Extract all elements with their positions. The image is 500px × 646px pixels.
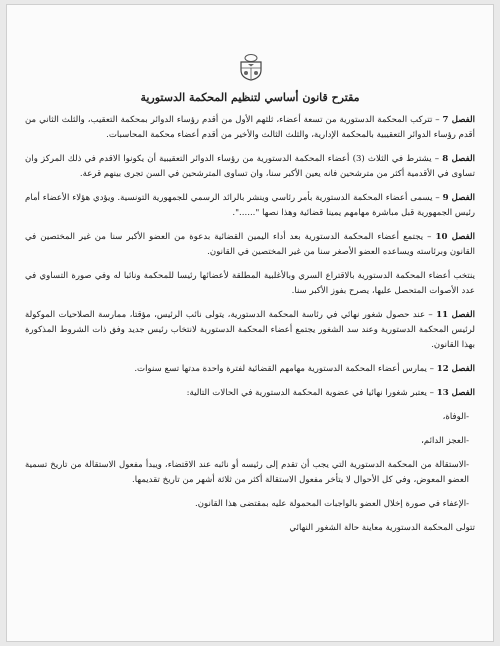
article-text: – يسمى أعضاء المحكمة الدستورية بأمر رئاسي وينشر بالرائد الرسمي للجمهورية التونسية. ويؤدي هؤلاء الأعضاء أمام رئيس الجمهورية قبل مباشرة مهامهم يمينا قضائية وهذا نصها "......".: [25, 193, 475, 218]
article-9: [25, 191, 475, 221]
article-11: [25, 308, 475, 353]
article-text: – يمارس أعضاء المحكمة الدستورية مهامهم القضائية لفترة واحدة مدتها تسع سنوات.: [134, 364, 434, 374]
article-label: الفصل 9: [442, 193, 475, 203]
article-8: [25, 152, 475, 182]
article-label: الفصل 8: [442, 154, 475, 164]
vacancy-case: -الإعفاء في صورة إخلال العضو بالواجبات المحمولة عليه بمقتضى هذا القانون.: [194, 499, 469, 509]
document-page: [6, 4, 494, 642]
article-label: الفصل 10: [435, 232, 476, 242]
article-7: [25, 113, 475, 143]
vacancy-case: -الاستقالة من المحكمة الدستورية التي يجب أن تقدم إلى رئيسه أو نائبه عند الاقتضاء، ويبدأ مفعول الاستقالة من تاريخ تسمية العضو المعوض، وفي كل الأحوال لا يتأخر مفعول الاستقالة أكثر من ثلاثة أشهر من تاريخ تقديمها.: [25, 460, 469, 485]
article-text: – يعتبر شغورا نهائيا في عضوية المحكمة الدستورية في الحالات التالية:: [186, 388, 434, 398]
vacancy-case: -الوفاة،: [442, 412, 469, 422]
document-title: مقترح قانون أساسي لتنظيم المحكمة الدستورية: [140, 91, 360, 104]
closing-line: تتولى المحكمة الدستورية معاينة حالة الشغور النهائي: [289, 523, 475, 533]
article-10: [25, 230, 475, 260]
document-body: [25, 113, 475, 545]
tunisian-coat-of-arms-icon: [234, 53, 268, 81]
vacancy-case: -العجز الدائم،: [421, 436, 469, 446]
article-text: – عند حصول شغور نهائي في رئاسة المحكمة الدستورية، يتولى نائب الرئيس، مؤقتا، ممارسة الصلاحيات الموكولة لرئيس المحكمة الدستورية وعند سد الشغور يجتمع أعضاء المحكمة الدستورية لانتخاب رئيس جديد وفق ذات الشروط المذكورة بهذا القانون.: [25, 310, 475, 350]
article-12: [25, 362, 475, 377]
article-label: الفصل 12: [436, 364, 475, 374]
article-text: – يشترط في الثلاث (3) أعضاء المحكمة الدستورية من رؤساء الدوائر التعقيبية أن يكونوا الاقدم في ذلك المركز وان تساوى في الأقدمية أكثر من مترشحين فانه يعين الأكبر سنا، وان تساوى المترشحين في السن تجرى بينهم قرعة.: [25, 154, 475, 179]
article-text: – يجتمع أعضاء المحكمة الدستورية بعد أداء اليمين القضائية بدعوة من العضو الأكبر سنا من غير المختصين في القانون وبرئاسته ويساعده العضو الأصغر سنا من غير المختصين في القانون.: [25, 232, 475, 257]
article-label: الفصل 11: [436, 310, 475, 320]
paragraph-text: ينتخب أعضاء المحكمة الدستورية بالاقتراع السري وبالأغلبية المطلقة لأعضائها رئيسا للمحكمة ونائبا له وفي صورة التساوي في عدد الأصوات المتحصل عليها، يصرح بفوز الأكبر سنا.: [25, 271, 475, 296]
article-label: الفصل 7: [442, 115, 476, 125]
article-label: الفصل 13: [436, 388, 475, 398]
article-13: [25, 386, 475, 401]
article-text: – تتركب المحكمة الدستورية من تسعة أعضاء، ثلثهم الأول من أقدم رؤساء الدوائر بمحكمة التعقيب، والثلث الثاني من أقدم رؤساء الدوائر التعقيبية بالمحكمة الإدارية، والثلث الثالث والأخير من أقدم أعضاء محكمة المحاسبات.: [25, 115, 475, 140]
article-10-paragraph: [25, 269, 475, 299]
